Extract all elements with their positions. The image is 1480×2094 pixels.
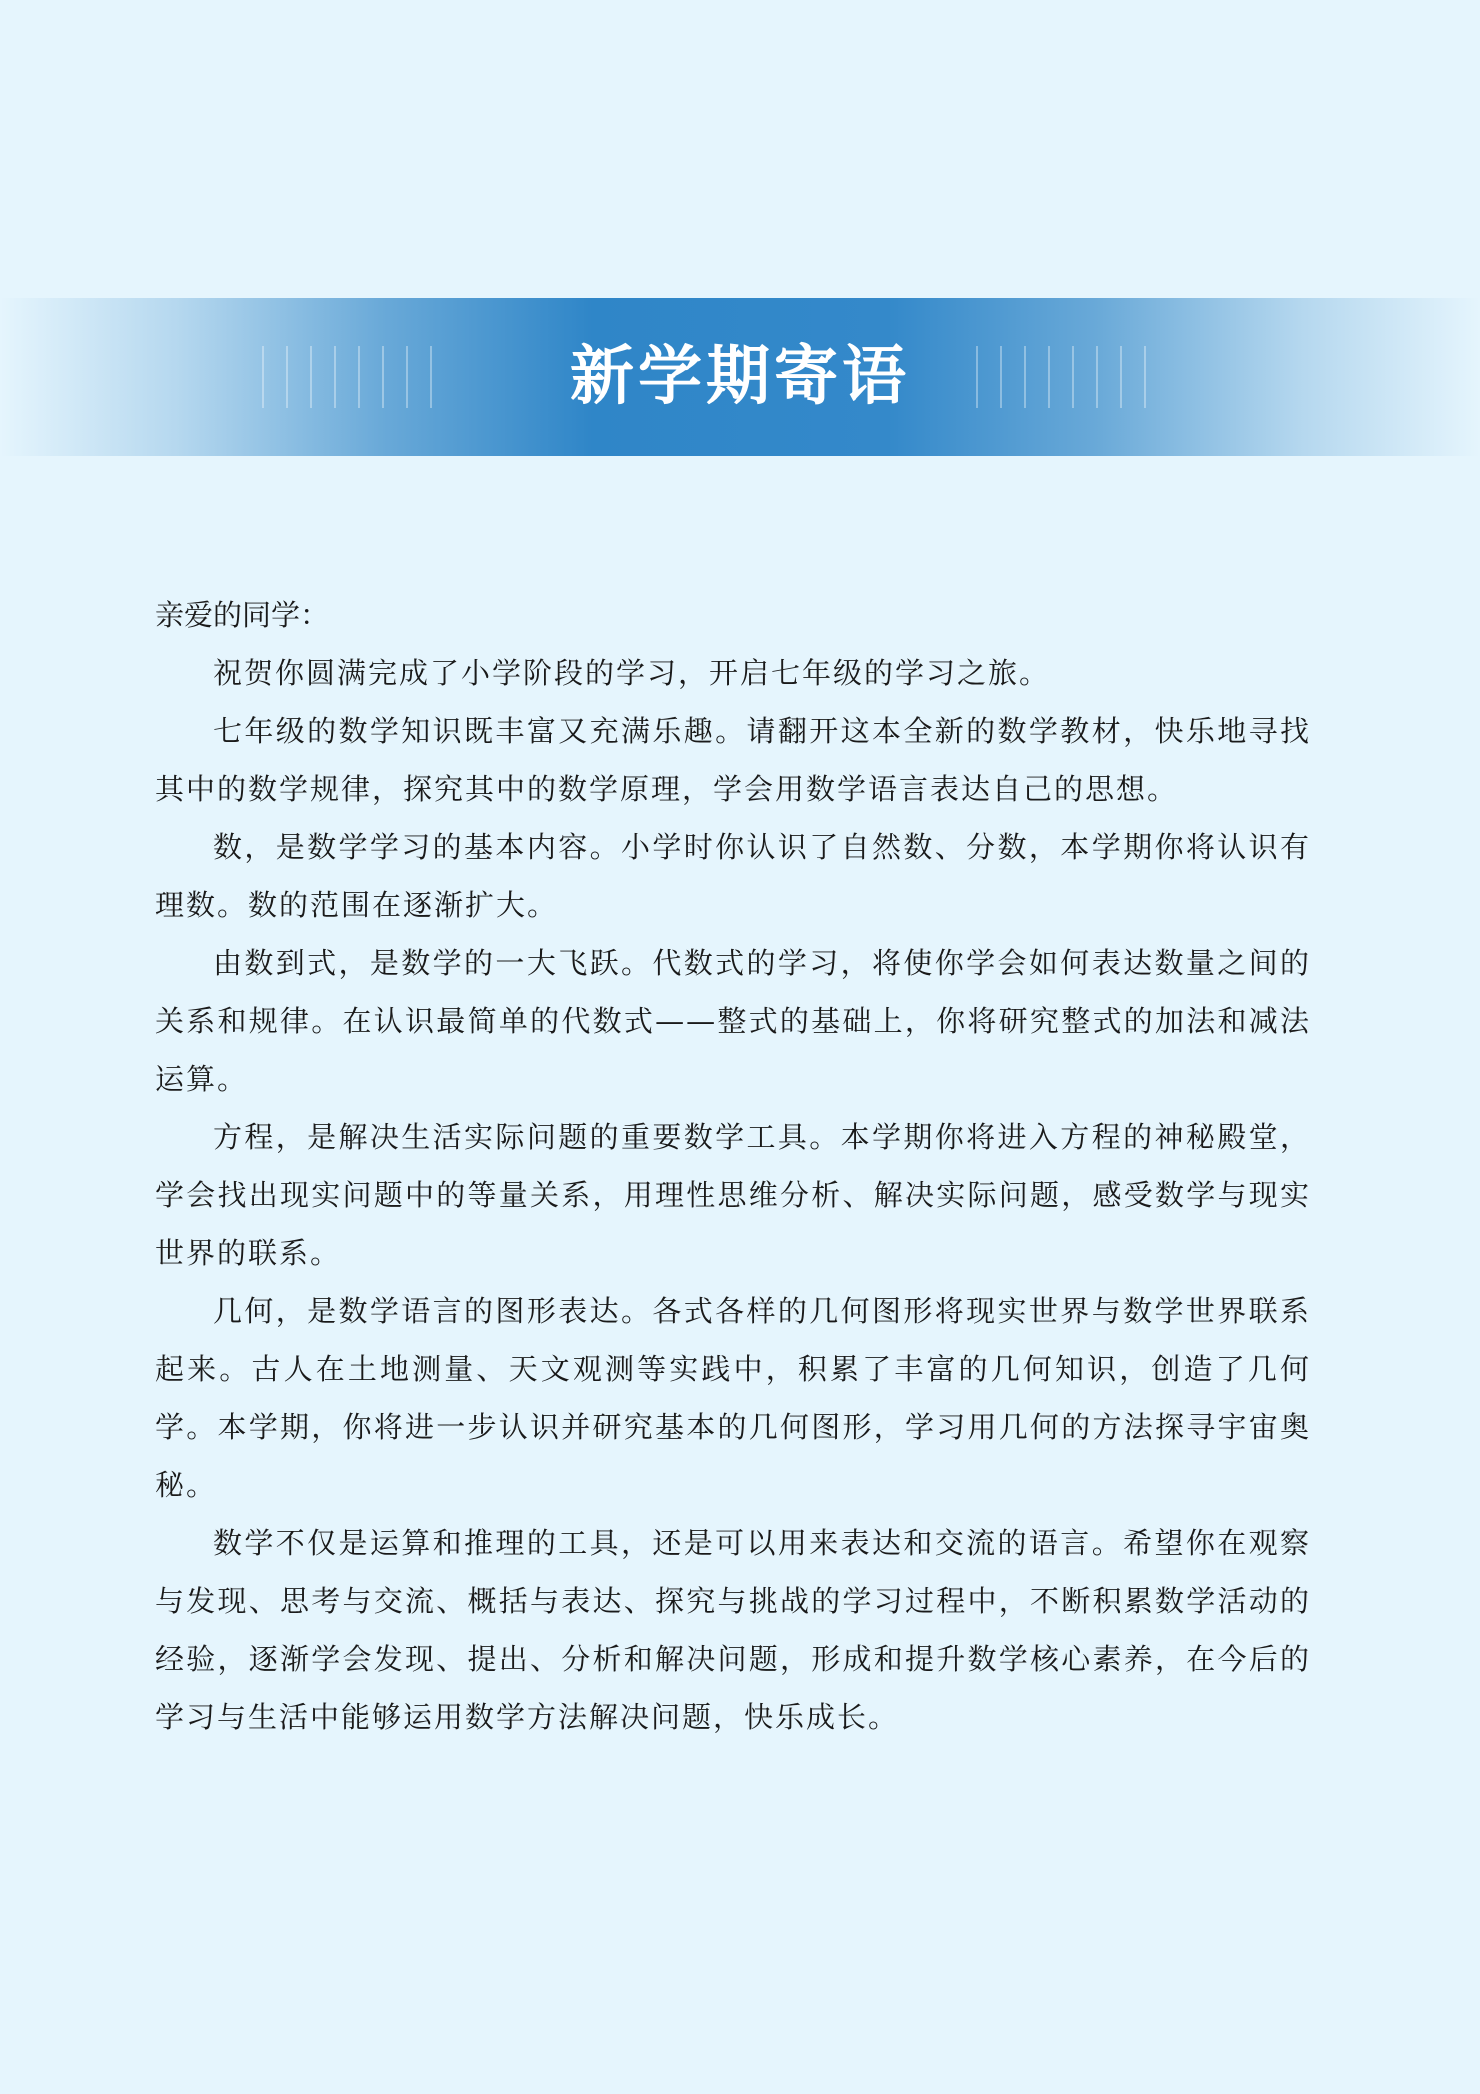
title-banner (0, 298, 1480, 456)
letter-paragraph: 方程，是解决生活实际问题的重要数学工具。本学期你将进入方程的神秘殿堂，学会找出现实问题中的等量关系，用理性思维分析、解决实际问题，感受数学与现实世界的联系。 (155, 1120, 1311, 1270)
letter-paragraph: 由数到式，是数学的一大飞跃。代数式的学习，将使你学会如何表达数量之间的关系和规律。在认识最简单的代数式——整式的基础上，你将研究整式的加法和减法运算。 (155, 946, 1311, 1096)
page-title: 新学期寄语 (570, 339, 910, 414)
letter-body (155, 586, 1311, 1746)
letter-paragraph: 祝贺你圆满完成了小学阶段的学习，开启七年级的学习之旅。 (213, 656, 1051, 690)
letter-paragraph: 几何，是数学语言的图形表达。各式各样的几何图形将现实世界与数学世界联系起来。古人在土地测量、天文观测等实践中，积累了丰富的几何知识，创造了几何学。本学期，你将进一步认识并研究基本的几何图形，学习用几何的方法探寻宇宙奥秘。 (155, 1294, 1311, 1502)
letter-greeting: 亲爱的同学： (155, 598, 330, 632)
letter-paragraph: 数学不仅是运算和推理的工具，还是可以用来表达和交流的语言。希望你在观察与发现、思考与交流、概括与表达、探究与挑战的学习过程中，不断积累数学活动的经验，逐渐学会发现、提出、分析和解决问题，形成和提升数学核心素养，在今后的学习与生活中能够运用数学方法解决问题，快乐成长。 (155, 1526, 1311, 1734)
letter-paragraph: 数，是数学学习的基本内容。小学时你认识了自然数、分数，本学期你将认识有理数。数的范围在逐渐扩大。 (155, 830, 1311, 922)
letter-paragraph: 七年级的数学知识既丰富又充满乐趣。请翻开这本全新的数学教材，快乐地寻找其中的数学规律，探究其中的数学原理，学会用数学语言表达自己的思想。 (155, 714, 1311, 806)
